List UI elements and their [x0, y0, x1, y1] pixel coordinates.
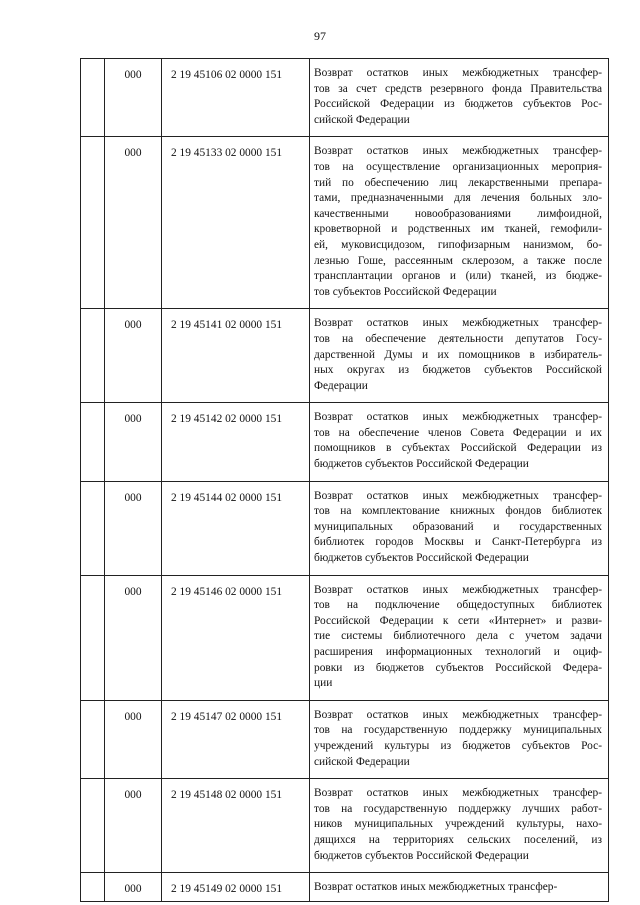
description-line: Возврат остатков иных межбюджетных трансфер-: [314, 145, 602, 158]
admin-code: 000: [124, 69, 142, 81]
admin-code-cell: [105, 309, 162, 403]
description-line: учреждений культуры из бюджетов субъектов Рос-: [314, 739, 602, 752]
description-cell: [310, 309, 609, 403]
description-line: тов за счет средств резервного фонда Правительства: [314, 82, 602, 95]
admin-code: 000: [124, 710, 142, 723]
description-cell: [310, 575, 609, 700]
description-line: сийской Федерации: [314, 113, 410, 126]
table-row: [81, 700, 609, 778]
empty-cell: [81, 575, 105, 700]
description-line: расширения информационных технологий и оциф-: [314, 646, 602, 658]
budget-code: 2 19 45146 02 0000 151: [171, 585, 283, 598]
budget-code-cell: [162, 873, 310, 902]
description-text: [310, 779, 608, 872]
description-line: тов на осуществление организационных мероприя-: [314, 160, 602, 173]
table-body: [81, 59, 609, 902]
admin-code: 000: [124, 883, 142, 896]
description-line: Возврат остатков иных межбюджетных трансфер-: [314, 708, 602, 721]
description-text: [310, 482, 608, 575]
admin-code: 000: [124, 585, 142, 598]
admin-code: 000: [124, 319, 142, 332]
admin-code-cell: [105, 779, 162, 873]
budget-code: 2 19 45148 02 0000 151: [171, 789, 283, 802]
budget-code: 2 19 45144 02 0000 151: [171, 491, 283, 504]
admin-code-cell: [105, 403, 162, 481]
description-cell: [310, 137, 609, 309]
description-line: дящихся на территориях сельских поселений, из: [314, 833, 602, 846]
description-line: ей, муковисцидозом, гипофизарным нанизмом, бо-: [314, 238, 602, 251]
description-line: Федерации: [314, 379, 368, 392]
description-line: ников муниципальных учреждений культуры, нахо-: [314, 818, 602, 831]
description-line: сийской Федерации: [314, 755, 410, 768]
budget-code-cell: [162, 403, 310, 481]
empty-cell: [81, 309, 105, 403]
description-cell: [310, 873, 609, 902]
description-line: тий по обеспечению лиц лекарственными препара-: [314, 176, 602, 189]
description-line: тов на обеспечение членов Совета Федерации и их: [314, 426, 602, 439]
description-line: тов субъектов Российской Федерации: [314, 285, 497, 298]
admin-code: 000: [124, 147, 142, 160]
table-row: [81, 575, 609, 700]
description-text: [310, 309, 608, 402]
empty-cell: [81, 403, 105, 481]
table-row: [81, 59, 609, 137]
table-row: [81, 873, 609, 902]
description-line: Возврат остатков иных межбюджетных трансфер-: [314, 881, 558, 894]
description-line: лезнью Гоше, рассеянным склерозом, а также после: [314, 254, 602, 267]
table-row: [81, 309, 609, 403]
table-row: [81, 403, 609, 481]
budget-code-cell: [162, 309, 310, 403]
empty-cell: [81, 779, 105, 873]
budget-code: 2 19 45149 02 0000 151: [171, 883, 283, 896]
description-line: Возврат остатков иных межбюджетных трансфер-: [314, 67, 602, 79]
description-line: кроветворной и родственных им тканей, гемофили-: [314, 223, 602, 236]
description-line: ровки из бюджетов субъектов Российской Федера-: [314, 661, 602, 674]
budget-code-cell: [162, 779, 310, 873]
budget-classification-table: [80, 58, 609, 902]
description-line: трансплантации органов и (или) тканей, из бюдже-: [314, 270, 602, 283]
admin-code: 000: [124, 789, 142, 802]
admin-code-cell: [105, 873, 162, 902]
description-line: тов на обеспечение деятельности депутатов Госу-: [314, 332, 602, 345]
description-line: бюджетов субъектов Российской Федерации: [314, 552, 529, 565]
budget-code: 2 19 45147 02 0000 151: [171, 710, 283, 723]
description-cell: [310, 700, 609, 778]
description-cell: [310, 403, 609, 481]
description-line: Возврат остатков иных межбюджетных трансфер-: [314, 787, 602, 800]
admin-code-cell: [105, 59, 162, 137]
description-text: [310, 59, 608, 136]
budget-code: 2 19 45141 02 0000 151: [171, 319, 283, 332]
description-text: [310, 701, 608, 778]
admin-code-cell: [105, 137, 162, 309]
budget-code-cell: [162, 137, 310, 309]
description-line: Возврат остатков иных межбюджетных трансфер-: [314, 411, 602, 424]
description-line: ции: [314, 677, 333, 690]
description-line: Возврат остатков иных межбюджетных трансфер-: [314, 317, 602, 330]
description-line: тов на комплектование книжных фондов библиотек: [314, 505, 602, 518]
budget-code-cell: [162, 59, 310, 137]
description-line: тов на государственную поддержку лучших работ-: [314, 802, 602, 815]
description-line: тие системы библиотечного дела с учетом задачи: [314, 630, 602, 643]
table-row: [81, 779, 609, 873]
description-line: бюджетов субъектов Российской Федерации: [314, 458, 529, 471]
budget-code-cell: [162, 700, 310, 778]
empty-cell: [81, 481, 105, 575]
page-number: 97: [314, 29, 326, 43]
empty-cell: [81, 59, 105, 137]
empty-cell: [81, 700, 105, 778]
description-line: ных округах из бюджетов субъектов Российской: [314, 364, 602, 377]
description-line: тами, предназначенными для лечения больных зло-: [314, 192, 602, 205]
empty-cell: [81, 873, 105, 902]
description-line: дарственной Думы и их помощников в избиратель-: [314, 348, 602, 361]
description-cell: [310, 481, 609, 575]
admin-code-cell: [105, 481, 162, 575]
budget-code: 2 19 45142 02 0000 151: [171, 413, 283, 426]
description-text: [310, 873, 608, 901]
description-cell: [310, 59, 609, 137]
budget-code: 2 19 45133 02 0000 151: [171, 147, 283, 160]
description-line: помощников в субъектах Российской Федерации из: [314, 442, 602, 455]
budget-code-cell: [162, 575, 310, 700]
table-row: [81, 481, 609, 575]
description-line: тов на государственную поддержку муниципальных: [314, 724, 602, 737]
admin-code-cell: [105, 575, 162, 700]
description-line: тов на подключение общедоступных библиотек: [314, 599, 602, 612]
empty-cell: [81, 137, 105, 309]
description-line: библиотек городов Москвы и Санкт-Петербурга из: [314, 536, 602, 549]
description-line: бюджетов субъектов Российской Федерации: [314, 849, 529, 862]
description-line: качественными новообразованиями лимфоидной,: [314, 207, 602, 220]
description-text: [310, 137, 608, 308]
description-cell: [310, 779, 609, 873]
description-text: [310, 576, 608, 700]
admin-code: 000: [124, 413, 142, 426]
description-line: Российской Федерации из бюджетов субъектов Рос-: [314, 98, 602, 111]
admin-code-cell: [105, 700, 162, 778]
description-line: Возврат остатков иных межбюджетных трансфер-: [314, 489, 602, 502]
admin-code: 000: [124, 491, 142, 504]
table-row: [81, 137, 609, 309]
description-text: [310, 403, 608, 480]
budget-code-cell: [162, 481, 310, 575]
description-line: Российской Федерации к сети «Интернет» и разви-: [314, 614, 602, 627]
description-line: муниципальных образований и государственных: [314, 520, 602, 533]
description-line: Возврат остатков иных межбюджетных трансфер-: [314, 583, 602, 596]
budget-code: 2 19 45106 02 0000 151: [171, 69, 283, 81]
